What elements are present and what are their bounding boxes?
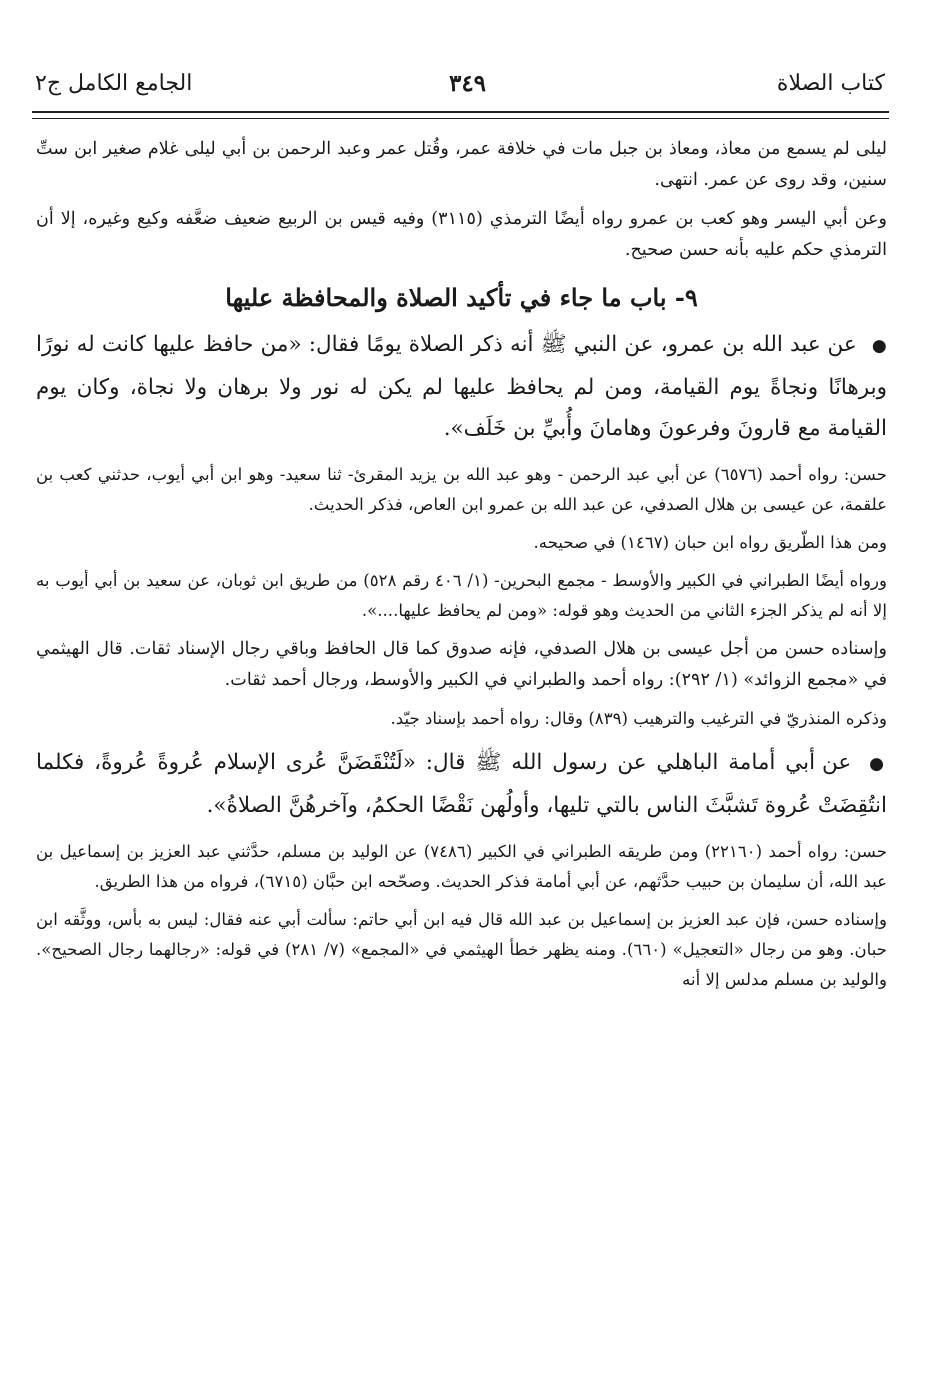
header-chapter-title: كتاب الصلاة [776, 71, 885, 96]
section-heading: ٩- باب ما جاء في تأكيد الصلاة والمحافظة عليها [225, 283, 698, 312]
bullet-icon: ● [871, 336, 887, 356]
commentary-1-isnad: وإسناده حسن من أجل عيسى بن هلال الصدفي، فإنه صدوق كما قال الحافظ وباقي رجال الإسناد ثقات. قال الهيثمي في «مجمع الزوائد» (١/ ٢٩٢): رواه أحمد والطبراني في الكبير والأوسط، ورجال أحمد ثقات. [36, 639, 887, 690]
commentary-1-ibn-hibban: ومن هذا الطّريق رواه ابن حبان (١٤٦٧) في صحيحه. [533, 533, 887, 552]
hadith-1 [36, 324, 887, 449]
hadith-1-text: عن عبد الله بن عمرو، عن النبي ﷺ أنه ذكر الصلاة يومًا فقال: «من حافظ عليها كانت له نورًا وبرهانًا ونجاةً يوم القيامة، ومن لم يحافظ عليها لم يكن له نور ولا برهان ولا نجاة، وكان يوم القيامة مع قارونَ وفرعونَ وهامانَ وأُبيِّ بن خَلَف». [36, 332, 887, 441]
hadith-2 [36, 742, 887, 826]
header-rule-thin [32, 118, 889, 119]
commentary-1-tabarani: ورواه أيضًا الطبراني في الكبير والأوسط - مجمع البحرين- (١/ ٤٠٦ رقم ٥٢٨) من طريق ابن ثوبان، عن سعيد بن أبي أيوب به إلا أنه لم يذكر الجزء الثاني من الحديث وهو قوله: «ومن لم يحافظ عليها....». [36, 571, 888, 620]
header-rule-thick [32, 111, 889, 113]
paragraph-continuation: ليلى لم يسمع من معاذ، ومعاذ بن جبل مات في خلافة عمر، وقُتل عمر وعبد الرحمن بن أبي ليلى غلام صغير ابن ستِّ سنين، وقد روى عن عمر. انتهى. [36, 139, 887, 190]
commentary-1-mundhiri: وذكره المنذريّ في الترغيب والترهيب (٨٣٩) وقال: رواه أحمد بإسناد جيّد. [390, 709, 887, 728]
commentary-2-isnad: وإسناده حسن، فإن عبد العزيز بن إسماعيل بن عبد الله قال فيه ابن أبي حاتم: سألت أبي عنه فقال: ليس به بأس، ووثَّقه ابن حبان. وهو من رجال «التعجيل» (٦٦٠). ومنه يظهر خطأ الهيثمي في «المجمع» (٧/ ٢٨١) في قوله: «رجالهما رجال الصحيح». والوليد بن مسلم مدلس إلا أنه [36, 910, 887, 989]
paragraph-abi-alyasar: وعن أبي اليسر وهو كعب بن عمرو رواه أيضًا الترمذي (٣١١٥) وفيه قيس بن الربيع ضعيف ضعَّفه وكيع وغيره، إلا أن الترمذي حكم عليه بأنه حسن صحيح. [36, 209, 888, 260]
page-body [36, 134, 887, 995]
commentary-2-grading: حسن: رواه أحمد (٢٢١٦٠) ومن طريقه الطبراني في الكبير (٧٤٨٦) عن الوليد بن مسلم، حدَّثني عبد العزيز بن إسماعيل بن عبد الله، أن سليمان بن حبيب حدَّثهم، عن أبي أمامة فذكر الحديث. وصحّحه ابن حبَّان (٦٧١٥)، فرواه من هذا الطريق. [36, 842, 887, 891]
hadith-2-text: عن أبي أمامة الباهلي عن رسول الله ﷺ قال: «لَتُنْقَضَنَّ عُرى الإسلام عُروةً عُروةً، فكلما انتُقِضَتْ عُروة تَشبَّثَ الناس بالتي تليها، وأولُهن نَقْضًا الحكمُ، وآخرهُنَّ الصلاةُ». [36, 750, 887, 818]
header-book-title: الجامع الكامل ج٢ [35, 71, 193, 96]
page-number: ٣٤٩ [448, 70, 487, 97]
bullet-icon: ● [869, 754, 887, 774]
commentary-1-grading: حسن: رواه أحمد (٦٥٧٦) عن أبي عبد الرحمن - وهو عبد الله بن يزيد المقرئ- ثنا سعيد- وهو ابن أبي أيوب، حدثني كعب بن علقمة، عن عيسى بن هلال الصدفي، عن عبد الله بن عمرو ابن العاص، فذكر الحديث. [36, 465, 887, 514]
